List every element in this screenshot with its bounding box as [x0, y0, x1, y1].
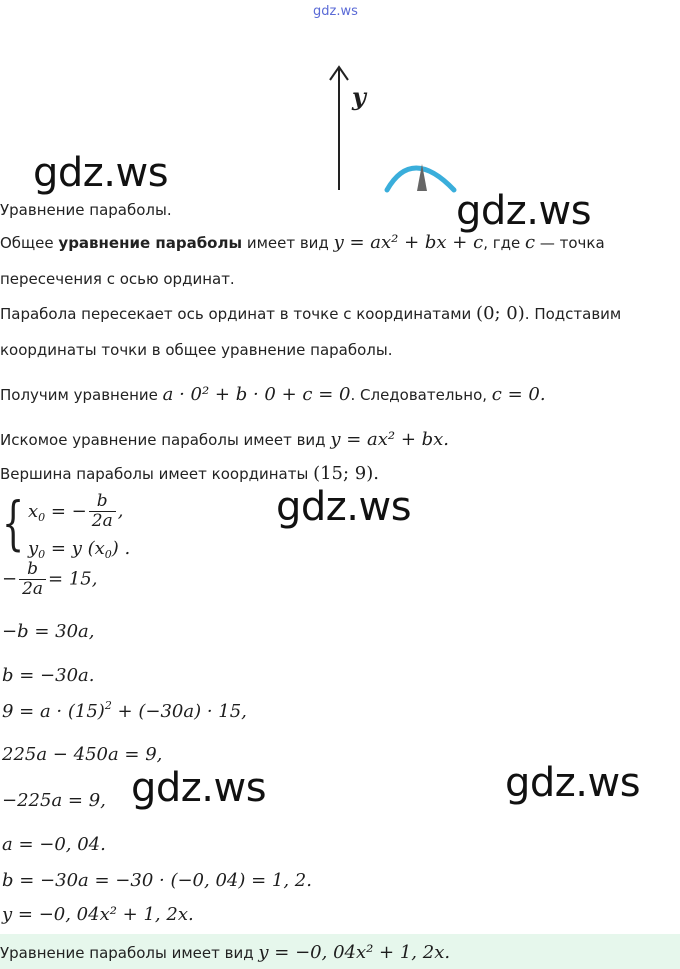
- math-line-6: $9 = a \cdot (15)^2 + (-30a) \cdot 15$,: [2, 699, 247, 722]
- watermark-3: gdz.ws: [276, 484, 412, 530]
- paragraph-2-cont: координаты точки в общее уравнение параболы.: [0, 341, 393, 359]
- watermark-2: gdz.ws: [456, 188, 592, 234]
- watermark-4: gdz.ws: [131, 765, 267, 811]
- target-equation: y = ax² + bx.: [330, 429, 450, 450]
- system-line-1: $x_0$ = − $\frac{b}{2a}$ ,: [28, 491, 124, 531]
- math-line-8: −225a = 9,: [2, 790, 106, 811]
- final-equation: y = −0, 04x² + 1, 2x.: [258, 942, 451, 963]
- math-line-10: b = −30a = −30 · (−0, 04) = 1, 2.: [2, 870, 312, 891]
- y-axis-label: y: [352, 82, 366, 111]
- watermark-5: gdz.ws: [505, 760, 641, 806]
- paragraph-5: Вершина параболы имеет координаты (15; 9).: [0, 463, 379, 484]
- general-equation: y = ax² + bx + c: [333, 232, 484, 253]
- math-line-7: 225a − 450a = 9,: [2, 744, 163, 765]
- watermark-1: gdz.ws: [33, 150, 169, 196]
- system-brace: {: [2, 489, 25, 557]
- final-answer: Уравнение параболы имеет вид y = −0, 04x² + 1, 2x.: [0, 942, 451, 963]
- system-line-2: $y_0 = y$ $(x_0)$ .: [28, 538, 131, 561]
- math-line-9: a = −0, 04.: [2, 834, 106, 855]
- paragraph-1-cont: пересечения с осью ординат.: [0, 270, 235, 288]
- header-watermark: gdz.ws: [313, 4, 358, 19]
- paragraph-4: Искомое уравнение параболы имеет вид y = ax² + bx.: [0, 429, 450, 450]
- math-line-11: y = −0, 04x² + 1, 2x.: [2, 904, 194, 925]
- math-line-4: −b = 30a,: [2, 621, 95, 642]
- paragraph-1: Общее уравнение параболы имеет вид y = ax² + bx + c, где c — точка: [0, 232, 605, 253]
- fraction-b-2a: $\frac{b}{2a}$: [89, 492, 116, 531]
- graph-fragment: [320, 60, 470, 195]
- math-line-5: b = −30a.: [2, 665, 95, 686]
- paragraph-3: Получим уравнение a · 0² + b · 0 + c = 0. Следовательно, c = 0.: [0, 384, 546, 405]
- substitution-eq: a · 0² + b · 0 + c = 0: [162, 384, 351, 405]
- bold-term: уравнение параболы: [58, 234, 243, 252]
- point-coords: (0; 0): [476, 303, 525, 324]
- math-line-3: − $\frac{b}{2a}$ = 15,: [2, 559, 98, 599]
- section-title: Уравнение параболы.: [0, 201, 172, 219]
- vertex-coords: (15; 9).: [313, 463, 379, 484]
- paragraph-2: Парабола пересекает ось ординат в точке с координатами (0; 0). Подставим: [0, 303, 622, 324]
